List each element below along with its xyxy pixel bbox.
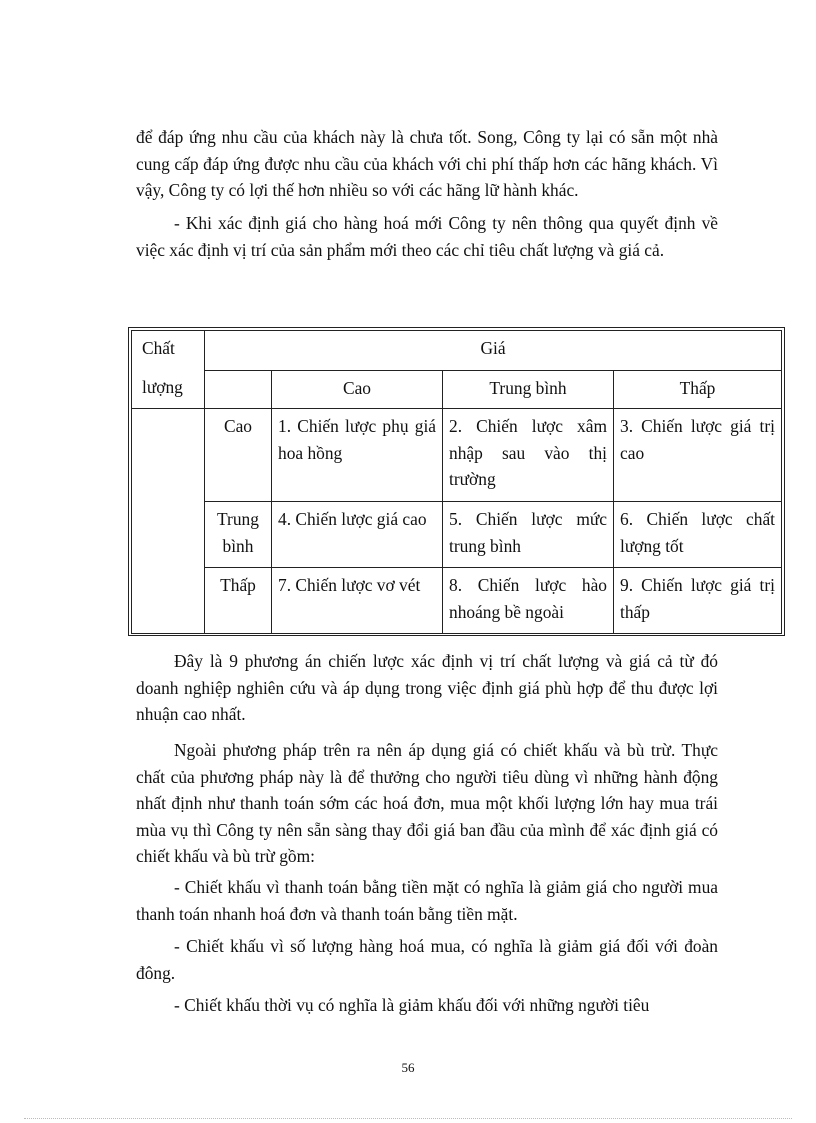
quality-header-line2: lượng xyxy=(142,376,183,397)
paragraph-new-product-pricing: - Khi xác định giá cho hàng hoá mới Công ty nên thông qua quyết định về việc xác định vị trí của sản phẩm mới theo các chỉ tiêu chất lượng và giá cả. xyxy=(136,213,718,260)
strategy-cell-6: 6. Chiến lược chất lượng tốt xyxy=(614,502,782,568)
strategy-cell-8: 8. Chiến lược hào nhoáng bề ngoài xyxy=(443,568,614,634)
paragraph-cash-discount: - Chiết khấu vì thanh toán bằng tiền mặt có nghĩa là giảm giá cho người mua thanh toán nhanh hoá đơn và thanh toán bằng tiền mặt. xyxy=(136,877,718,924)
empty-corner-cell xyxy=(205,371,272,409)
paragraph-nine-strategies: Đây là 9 phương án chiến lược xác định vị trí chất lượng và giá cả từ đó doanh nghiệp nghiên cứu và áp dụng trong việc định giá phù hợp để thu được lợi nhuận cao nhất. xyxy=(136,651,718,724)
paragraph-quantity-discount: - Chiết khấu vì số lượng hàng hoá mua, có nghĩa là giảm giá đối với đoàn đông. xyxy=(136,936,718,983)
quality-header xyxy=(132,331,205,409)
price-header: Giá xyxy=(205,331,782,371)
quality-price-strategy-table xyxy=(128,327,785,636)
quality-spacer-cell xyxy=(132,502,205,568)
strategy-cell-9: 9. Chiến lược giá trị thấp xyxy=(614,568,782,634)
paragraph-intro: để đáp ứng nhu cầu của khách này là chưa tốt. Song, Công ty lại có sẵn một nhà cung cấp đáp ứng được nhu cầu của khách với chi phí thấp hơn các hãng khách. Vì vậy, Công ty có lợi thế hơn nhiều so với các hãng lữ hành khác. xyxy=(136,127,718,200)
quality-header-line1: Chất xyxy=(142,338,175,358)
price-column-high: Cao xyxy=(272,371,443,409)
strategy-cell-2: 2. Chiến lược xâm nhập sau vào thị trường xyxy=(443,409,614,502)
quality-row-medium: Trung bình xyxy=(205,502,272,568)
quality-spacer-cell xyxy=(132,409,205,502)
strategy-cell-7: 7. Chiến lược vơ vét xyxy=(272,568,443,634)
strategy-cell-5: 5. Chiến lược mức trung bình xyxy=(443,502,614,568)
quality-row-high: Cao xyxy=(205,409,272,502)
price-column-low: Thấp xyxy=(614,371,782,409)
paragraph-seasonal-discount: - Chiết khấu thời vụ có nghĩa là giảm khấu đối với những người tiêu xyxy=(174,995,650,1015)
strategy-cell-1: 1. Chiến lược phụ giá hoa hồng xyxy=(272,409,443,502)
quality-row-low: Thấp xyxy=(205,568,272,634)
footer-dotted-line xyxy=(24,1118,792,1119)
strategy-cell-3: 3. Chiến lược giá trị cao xyxy=(614,409,782,502)
page-number: 56 xyxy=(401,1060,415,1075)
price-column-medium: Trung bình xyxy=(443,371,614,409)
strategy-cell-4: 4. Chiến lược giá cao xyxy=(272,502,443,568)
quality-spacer-cell xyxy=(132,568,205,634)
paragraph-discount-pricing: Ngoài phương pháp trên ra nên áp dụng giá có chiết khấu và bù trừ. Thực chất của phương pháp này là để thưởng cho người tiêu dùng vì những hành động nhất định như thanh toán sớm các hoá đơn, mua một khối lượng lớn hay mua trái mùa vụ thì Công ty nên sẵn sàng thay đổi giá ban đầu của mình để xác định giá có chiết khấu và bù trừ gồm: xyxy=(136,740,718,866)
